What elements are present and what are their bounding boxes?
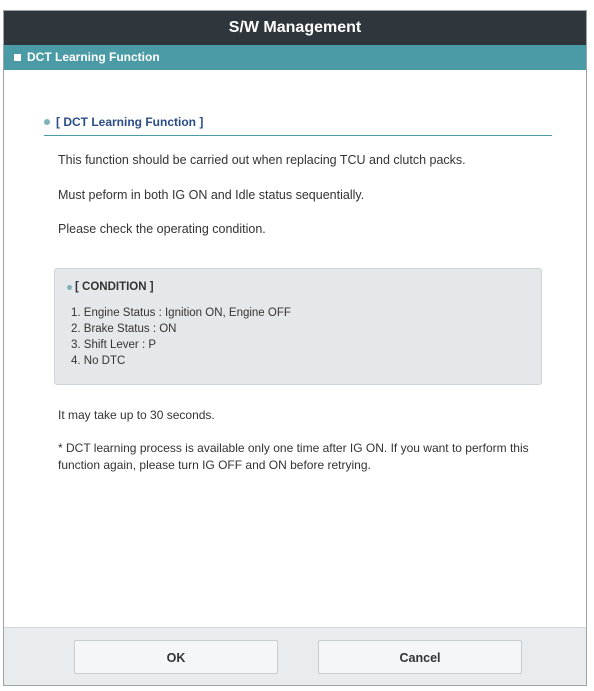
condition-item: 2. Brake Status : ON xyxy=(71,323,177,335)
condition-item: 4. No DTC xyxy=(71,355,126,367)
info-paragraph-1: This function should be carried out when replacing TCU and clutch packs. xyxy=(58,153,466,167)
cancel-button[interactable]: Cancel xyxy=(318,640,522,674)
warning-note: * DCT learning process is available only one time after IG ON. If you want to perform this function again, please turn IG OFF and ON before retrying. xyxy=(58,441,529,472)
duration-note: It may take up to 30 seconds. xyxy=(58,408,215,422)
square-icon xyxy=(14,54,21,61)
condition-item: 1. Engine Status : Ignition ON, Engine OFF xyxy=(71,307,291,319)
sw-management-dialog xyxy=(3,10,587,686)
dialog-title: S/W Management xyxy=(4,11,586,45)
condition-list xyxy=(71,305,291,369)
condition-box xyxy=(54,268,542,385)
bullet-icon xyxy=(67,285,72,290)
condition-item: 3. Shift Lever : P xyxy=(71,339,157,351)
info-paragraph-3: Please check the operating condition. xyxy=(58,222,266,236)
info-paragraph-2: Must peform in both IG ON and Idle status sequentially. xyxy=(58,188,365,202)
section-heading-label: [ DCT Learning Function ] xyxy=(56,115,204,129)
condition-title xyxy=(67,281,154,293)
subtitle-bar xyxy=(4,45,586,70)
button-bar xyxy=(4,627,586,685)
ok-button[interactable]: OK xyxy=(74,640,278,674)
condition-title-label: [ CONDITION ] xyxy=(75,281,154,293)
section-heading xyxy=(44,109,552,136)
bullet-icon xyxy=(44,119,50,125)
subtitle-label: DCT Learning Function xyxy=(27,50,160,64)
